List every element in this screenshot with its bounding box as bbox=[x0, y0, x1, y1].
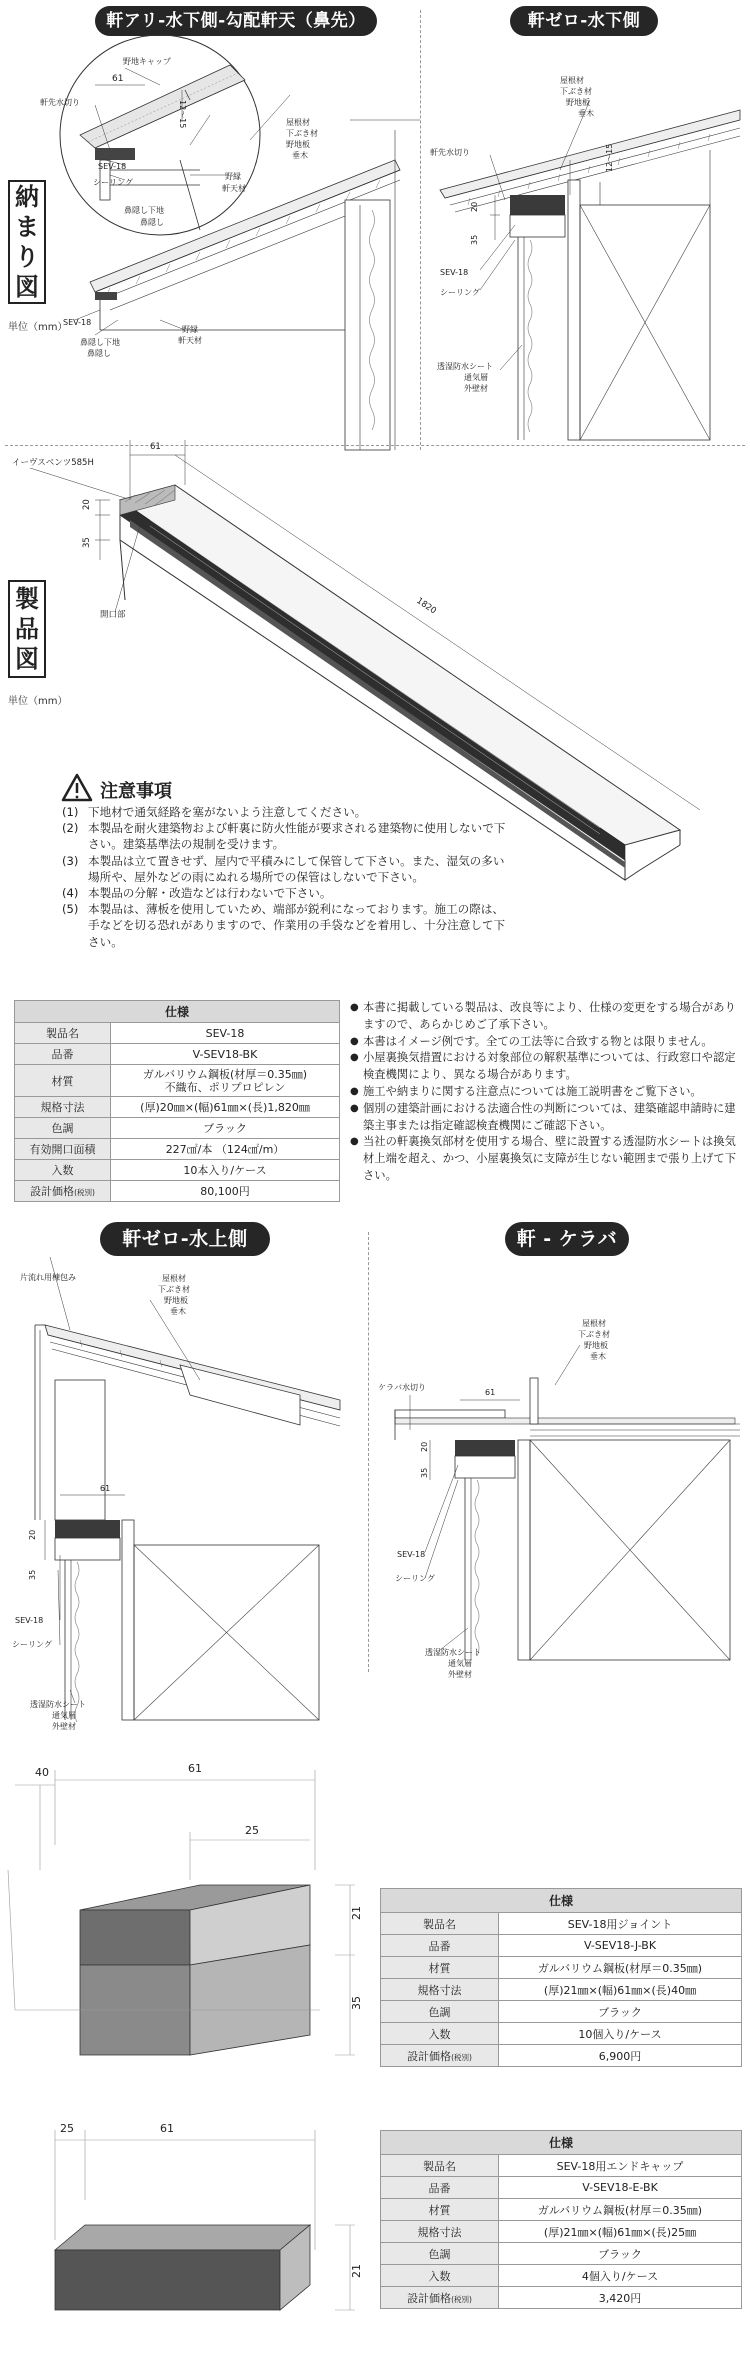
label-shitabukizai-2: 下ぶき材 bbox=[560, 87, 592, 96]
label-tosshitsu-2: 透湿防水シート bbox=[437, 362, 493, 371]
dim-35-3: 35 bbox=[28, 1569, 37, 1580]
dim-12-15-2: 12〜15 bbox=[605, 143, 614, 172]
label-noen-b: 野縁 bbox=[182, 325, 198, 334]
dim-21-joint: 21 bbox=[350, 1906, 363, 1920]
label-yanezai-3: 屋根材 bbox=[162, 1274, 186, 1283]
dim-61-product: 61 bbox=[150, 442, 161, 452]
note-item: ● 施工や納まりに関する注意点については施工説明書をご覧下さい。 bbox=[350, 1084, 742, 1101]
label-yanezai-2: 屋根材 bbox=[560, 76, 584, 85]
label-sealing-2: シーリング bbox=[440, 288, 480, 297]
dim-12-15: 12〜15 bbox=[178, 100, 187, 129]
caution-title: 注意事項 bbox=[100, 781, 172, 802]
label-yanezai-4: 屋根材 bbox=[582, 1319, 606, 1328]
dim-21-endcap: 21 bbox=[350, 2264, 363, 2278]
dim-35-2: 35 bbox=[470, 234, 479, 245]
label-shitabukizai-3: 下ぶき材 bbox=[158, 1285, 190, 1294]
dim-25-endcap: 25 bbox=[60, 2122, 74, 2135]
dim-35-joint: 35 bbox=[350, 1996, 363, 2010]
label-taruki-2: 垂木 bbox=[578, 109, 594, 118]
label-nokiten-zai-b: 軒天材 bbox=[178, 336, 202, 345]
dim-20-3: 20 bbox=[28, 1529, 37, 1540]
label-sev18-2: SEV-18 bbox=[440, 268, 469, 277]
note-item: ● 当社の軒裏換気部材を使用する場合、壁に設置する透湿防水シートは換気材上端を超え、かつ、小屋裏換気に支障が生じない範囲まで張り上げて下さい。 bbox=[350, 1134, 742, 1184]
dim-61-4: 61 bbox=[485, 1388, 496, 1397]
label-nojiita: 野地板 bbox=[286, 140, 310, 149]
dim-35-product: 35 bbox=[82, 537, 92, 548]
label-nojiita-4: 野地板 bbox=[584, 1341, 608, 1350]
label-tsukiso-3: 通気層 bbox=[52, 1711, 76, 1720]
label-katanagare: 片流れ用棟包み bbox=[20, 1273, 76, 1282]
label-gaiheki-2: 外壁材 bbox=[464, 384, 488, 393]
label-gaiheki-4: 外壁材 bbox=[448, 1670, 472, 1679]
label-tsukiso-4: 通気層 bbox=[448, 1659, 472, 1668]
label-sealing: シーリング bbox=[93, 178, 133, 187]
dim-20-2: 20 bbox=[470, 201, 479, 212]
section-title-nokizero-mizukami: 軒ゼロ-水上側 bbox=[100, 1222, 270, 1256]
unit-label: 単位（mm） bbox=[8, 322, 68, 333]
label-noji-cap: 野地キャップ bbox=[123, 57, 171, 66]
label-yanezai: 屋根材 bbox=[286, 118, 310, 127]
spec-table-sev18: 仕様 製品名 SEV-18 品番 V-SEV18-BK 材質 ガルバリウム鋼板(材厚＝0.35㎜) 不織布、ポリプロピレン 規格寸法 (厚)20㎜×(幅)61㎜×(長)1,820㎜ 色調 ブラック 有効開口面積 227㎠/本 （124㎠/m） 入数 10本入り/ケース 設計価格(税別) 80,100円 bbox=[14, 1000, 340, 1202]
section-title-nokiari-mizushita: 軒アリ-水下側-勾配軒天（鼻先） bbox=[95, 6, 377, 36]
label-sev18-3: SEV-18 bbox=[15, 1616, 44, 1625]
label-nojiita-2: 野地板 bbox=[566, 98, 590, 107]
note-item: ● 本書に掲載している製品は、改良等により、仕様の変更をする場合がありますので、あらかじめご了承下さい。 bbox=[350, 1000, 742, 1034]
label-sev18-b: SEV-18 bbox=[63, 318, 92, 327]
label-kaikoubu: 開口部 bbox=[100, 610, 126, 620]
dim-40: 40 bbox=[35, 1766, 49, 1779]
label-noen: 野縁 bbox=[225, 172, 241, 181]
label-hanakakushi-shitaji: 鼻隠し下地 bbox=[124, 206, 164, 215]
dim-20-4: 20 bbox=[420, 1441, 429, 1452]
label-nojiita-3: 野地板 bbox=[164, 1296, 188, 1305]
dim-20-product: 20 bbox=[82, 499, 92, 510]
dim-1820: 1820 bbox=[414, 596, 438, 617]
note-item: ● 本書はイメージ例です。全ての工法等に合致する物とは限りません。 bbox=[350, 1034, 742, 1051]
label-shitabukizai: 下ぶき材 bbox=[286, 129, 318, 138]
dim-35-4: 35 bbox=[420, 1467, 429, 1478]
spec-header: 仕様 bbox=[15, 1001, 340, 1023]
label-tosshitsu-3: 透湿防水シート bbox=[30, 1700, 86, 1709]
label-sealing-4: シーリング bbox=[395, 1574, 435, 1583]
caution-item: (1) 下地材で通気経路を塞がないよう注意してください。 bbox=[62, 805, 367, 819]
note-item: ● 小屋裏換気措置における対象部位の解釈基準については、行政窓口や認定検査機関により、異なる場合があります。 bbox=[350, 1050, 742, 1084]
label-tsukiso-2: 通気層 bbox=[464, 373, 488, 382]
spec-header: 仕様 bbox=[381, 2131, 742, 2155]
section-title-noki-keraba: 軒 - ケラバ bbox=[505, 1222, 629, 1256]
dim-61: 61 bbox=[112, 74, 124, 84]
label-taruki-4: 垂木 bbox=[590, 1352, 606, 1361]
section-title-nokizero-mizushita: 軒ゼロ-水下側 bbox=[510, 6, 658, 36]
spec-table-endcap: 仕様 製品名 SEV-18用エンドキャップ 品番 V-SEV18-E-BK 材質 ガルバリウム鋼板(材厚＝0.35㎜) 規格寸法 (厚)21㎜×(幅)61㎜×(長)25㎜ 色調 ブラック 入数 4個入り/ケース 設計価格(税別) 3,420円 bbox=[380, 2130, 742, 2309]
dim-25-joint: 25 bbox=[245, 1824, 259, 1837]
caution-item: (2) 本製品を耐火建築物および軒裏に防火性能が要求される建築物に使用しないで下さい。建築基準法の規制を受けます。 bbox=[62, 821, 506, 852]
spec-header: 仕様 bbox=[381, 1889, 742, 1913]
label-product-name: イーヴスベンツ585H bbox=[12, 458, 94, 468]
note-item: ● 個別の建築計画における法適合性の判断については、建築確認申請時に建築主事または指定確認検査機関にご確認下さい。 bbox=[350, 1101, 742, 1135]
label-taruki-3: 垂木 bbox=[170, 1307, 186, 1316]
label-seihin-zu: 製 品 図 bbox=[8, 580, 46, 678]
label-sealing-3: シーリング bbox=[12, 1640, 52, 1649]
label-hanakakushi: 鼻隠し bbox=[140, 218, 164, 227]
dim-61-endcap: 61 bbox=[160, 2122, 174, 2135]
label-keraba-mizukiri: ケラバ水切り bbox=[378, 1383, 426, 1392]
label-hanakakushi-shitaji-b: 鼻隠し下地 bbox=[80, 338, 120, 347]
label-nokiten-zai: 軒天材 bbox=[222, 184, 246, 193]
label-taruki: 垂木 bbox=[292, 151, 308, 160]
label-hanakakushi-b: 鼻隠し bbox=[87, 349, 111, 358]
dim-61-joint: 61 bbox=[188, 1762, 202, 1775]
label-sev18-4: SEV-18 bbox=[397, 1550, 426, 1559]
caution-item: (4) 本製品の分解・改造などは行わないで下さい。 bbox=[62, 886, 332, 901]
caution-item: (3) 本製品は立て置きせず、屋内で平積みにして保管して下さい。また、湿気の多い場所や、屋外などの雨にぬれる場所での保管はしないで下さい。 bbox=[62, 853, 505, 884]
label-nokisaki-mizukiri-2: 軒先水切り bbox=[430, 148, 470, 157]
spec-table-joint: 仕様 製品名 SEV-18用ジョイント 品番 V-SEV18-J-BK 材質 ガルバリウム鋼板(材厚＝0.35㎜) 規格寸法 (厚)21㎜×(幅)61㎜×(長)40㎜ 色調 ブラック 入数 10個入り/ケース 設計価格(税別) 6,900円 bbox=[380, 1888, 742, 2067]
unit-label-2: 単位（mm） bbox=[8, 696, 68, 707]
label-nokisaki-mizukiri: 軒先水切り bbox=[40, 98, 80, 107]
label-tosshitsu-4: 透湿防水シート bbox=[425, 1648, 481, 1657]
label-sev18: SEV-18 bbox=[98, 162, 127, 171]
label-shitabukizai-4: 下ぶき材 bbox=[578, 1330, 610, 1339]
dim-61-3: 61 bbox=[100, 1484, 111, 1493]
caution-item: (5) 本製品は、薄板を使用していため、端部が鋭利になっております。施工の際は、手などを切る恐れがありますので、作業用の手袋などを着用し、十分注意して下さい。 bbox=[62, 902, 506, 949]
label-gaiheki-3: 外壁材 bbox=[52, 1722, 76, 1731]
label-osamari-zu: 納 ま り 図 bbox=[8, 180, 46, 304]
